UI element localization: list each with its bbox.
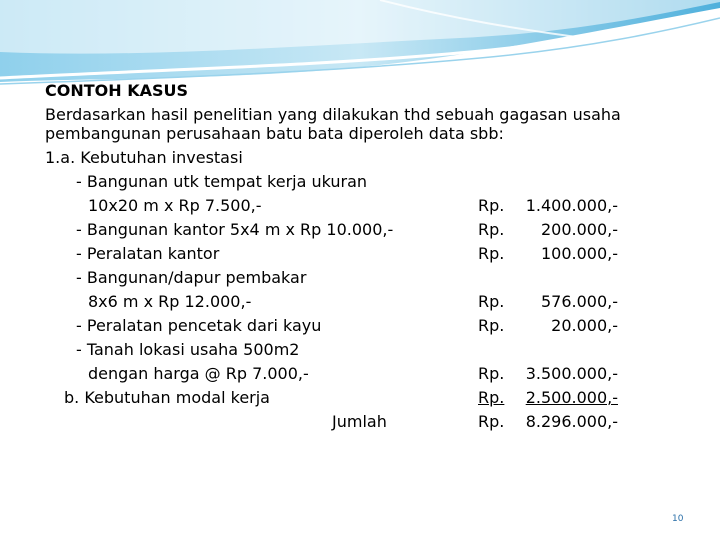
list-item: - Bangunan kantor 5x4 m x Rp 10.000,- [76, 220, 394, 239]
list-item: 10x20 m x Rp 7.500,- [88, 196, 262, 215]
amount-value: 3.500.000,- [525, 364, 618, 383]
section-heading: b. Kebutuhan modal kerja [64, 388, 270, 407]
total-amount: 8.296.000,- [525, 412, 618, 431]
total-label: Jumlah [332, 412, 387, 431]
amount-value: 2.500.000,- [525, 388, 618, 407]
list-item: 8x6 m x Rp 12.000,- [88, 292, 252, 311]
page-number: 10 [672, 514, 684, 524]
intro-line: Berdasarkan hasil penelitian yang dilakukan thd sebuah gagasan usaha [45, 105, 621, 124]
section-heading: 1.a. Kebutuhan investasi [45, 148, 243, 167]
currency-label: Rp. [478, 364, 505, 383]
amount-value: 200.000,- [540, 220, 618, 239]
currency-label: Rp. [478, 388, 505, 407]
amount-value: 1.400.000,- [525, 196, 618, 215]
list-item: dengan harga @ Rp 7.000,- [88, 364, 309, 383]
list-item: - Bangunan utk tempat kerja ukuran [76, 172, 368, 191]
currency-label: Rp. [478, 220, 505, 239]
intro-line: pembangunan perusahaan batu bata diperoleh data sbb: [45, 124, 504, 143]
currency-label: Rp. [478, 196, 505, 215]
amount-value: 100.000,- [540, 244, 618, 263]
amount-value: 576.000,- [540, 292, 618, 311]
list-item: - Tanah lokasi usaha 500m2 [76, 340, 300, 359]
currency-label: Rp. [478, 316, 505, 335]
list-item: - Bangunan/dapur pembakar [76, 268, 307, 287]
slide-title: CONTOH KASUS [45, 81, 189, 100]
list-item: - Peralatan kantor [76, 244, 220, 263]
list-item: - Peralatan pencetak dari kayu [76, 316, 322, 335]
currency-label: Rp. [478, 244, 505, 263]
currency-label: Rp. [478, 292, 505, 311]
amount-value: 20.000,- [551, 316, 618, 335]
currency-label: Rp. [478, 412, 505, 431]
